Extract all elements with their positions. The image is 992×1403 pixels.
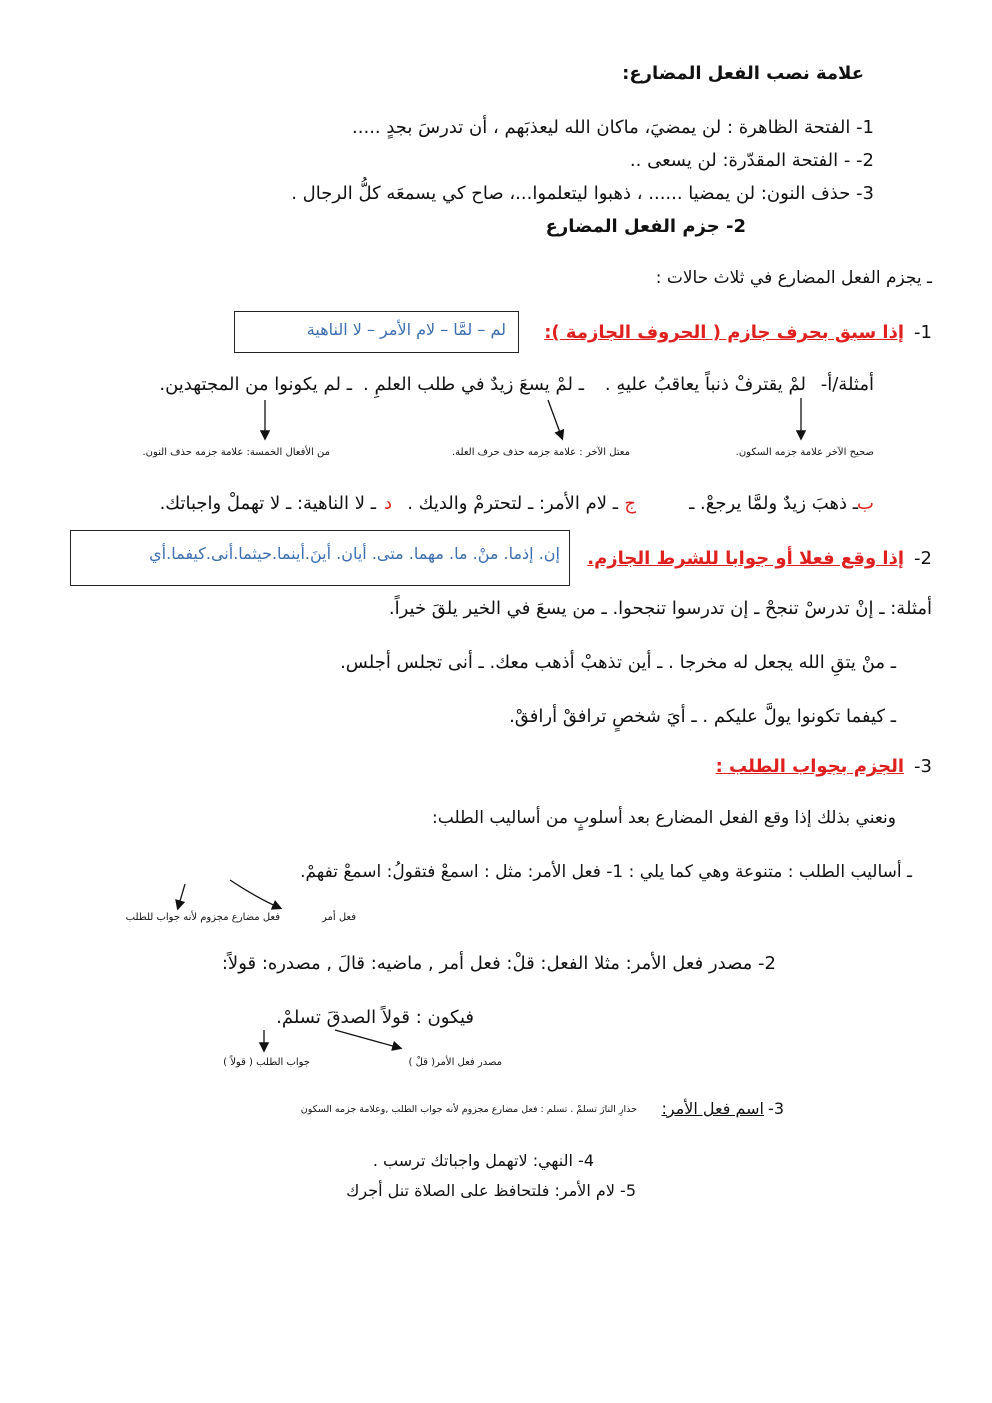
label-b: ب xyxy=(857,493,874,514)
case2-examples-1: أمثلة: ـ إنْ تدرسْ تنجحْ ـ إن تدرسوا تنجحوا. ـ من يسعَ في الخير يلقَ خيراً. xyxy=(388,598,932,619)
example-b: ـ ذهبَ زيدٌ ولمَّا يرجعْ. ـ xyxy=(689,493,858,514)
arrow-mutal xyxy=(548,400,562,438)
nasb-item-1: 1- الفتحة الظاهرة : لن يمضيَ، ماكان الله ليعذبَهم ، أن تدرسَ بجدٍ ..... xyxy=(352,117,874,138)
case3-number: 3- xyxy=(914,756,932,777)
cases-intro: ـ يجزم الفعل المضارع في ثلاث حالات : xyxy=(655,268,932,288)
item3-number: 3- xyxy=(768,1099,784,1118)
label-d: د xyxy=(383,493,392,514)
example-2: ـ لمْ يسعَ زيدٌ في طلب العلمِ . xyxy=(363,374,584,395)
case3-heading: الجزم بجواب الطلب : xyxy=(715,756,904,777)
note-af3al: من الأفعال الخمسة: علامة جزمه حذف النون. xyxy=(142,447,330,458)
case1-heading: إذا سبق بحرف جازم ( الحروف الجازمة ): xyxy=(544,322,904,343)
case2-heading: إذا وقع فعلا أو جوابا للشرط الجازم. xyxy=(587,548,904,569)
example-3: ـ لم يكونوا من المجتهدين. xyxy=(159,374,352,395)
item-masdar: 2- مصدر فعل الأمر: مثلا الفعل: قلْ: فعل أمر , ماضيه: قالَ , مصدره: قولاً: xyxy=(221,953,776,974)
case3-intro: ونعني بذلك إذا وقع الفعل المضارع بعد أسلوبٍ من أساليب الطلب: xyxy=(432,808,896,828)
note-fel-amr: فعل أمر xyxy=(321,912,356,923)
jazm-heading: 2- جزم الفعل المضارع xyxy=(545,216,746,237)
nasb-item-2: 2- - الفتحة المقدّرة: لن يسعى .. xyxy=(629,150,874,171)
examples-prefix: أمثلة/أ- xyxy=(820,374,874,395)
case2-number: 2- xyxy=(914,548,932,569)
jazm-letters-list: لم – لمَّا – لام الأمر – لا الناهية xyxy=(306,320,506,339)
item3-text: حذارِ النارَ تسلمْ . تسلم : فعل مضارع مجزوم لأنه جواب الطلب ,وعلامة جزمه السكون xyxy=(300,1104,637,1115)
example-j: ـ لام الأمر: ـ لتحترمْ والديك . xyxy=(407,493,618,514)
example-1: لمْ يقترفْ ذنباً يعاقبُ عليهِ . xyxy=(604,374,806,395)
arrow-fel-amr xyxy=(230,880,280,908)
note-mudari-majzum: فعل مضارع مجزوم لأنه جواب للطلب xyxy=(125,912,280,923)
page-title: علامة نصب الفعل المضارع: xyxy=(622,63,864,84)
arrow-masdar xyxy=(335,1030,400,1048)
example-d: ـ لا الناهية: ـ لا تهملْ واجباتك. xyxy=(159,493,376,514)
masdar-example: فيكون : قولاً الصدقَ تسلمْ. xyxy=(276,1007,474,1028)
shart-tools-list: إن. إذما. منْ. ما. مهما. متى. أيان. أينَ.أينما.حيثما.أنى.كيفما.أي xyxy=(149,544,560,563)
case2-examples-3: ـ كيفما تكونوا يولَّ عليكم . ـ أيَ شخصٍ ترافقْ أرافقْ. xyxy=(509,706,896,727)
case2-examples-2: ـ منْ يتقِ الله يجعل له مخرجا . ـ أين تذهبْ أذهب معك. ـ أنى تجلس أجلس. xyxy=(340,652,896,673)
label-j: ج xyxy=(624,493,636,514)
item-nahy: 4- النهي: لاتهمل واجباتك ترسب . xyxy=(372,1151,594,1170)
note-sahih: صحيح الآخر علامة جزمه السكون. xyxy=(735,447,874,458)
nasb-item-3: 3- حذف النون: لن يمضيا ...... ، ذهبوا ليتعلموا...، صاح كي يسمعَه كلُّ الرجال . xyxy=(291,183,874,204)
note-answer: جواب الطلب ( قولاً ) xyxy=(223,1057,310,1068)
arrow-mudari xyxy=(178,884,185,908)
case1-number: 1- xyxy=(914,322,932,343)
note-mutal: معتل الآخر : علامة جزمه حذف حرف العلة. xyxy=(451,447,630,458)
item3-label: اسم فعل الأمر: xyxy=(661,1099,764,1118)
note-masdar: مصدر فعل الأمر( قلْ ) xyxy=(408,1057,502,1068)
item-lam-amr: 5- لام الأمر: فلتحافظ على الصلاة تنل أجرك xyxy=(346,1181,636,1200)
talab-styles-line: ـ أساليب الطلب : متنوعة وهي كما يلي : 1- فعل الأمر: مثل : اسمعْ فتقولُ: اسمعْ تفهمْ. xyxy=(300,862,912,882)
